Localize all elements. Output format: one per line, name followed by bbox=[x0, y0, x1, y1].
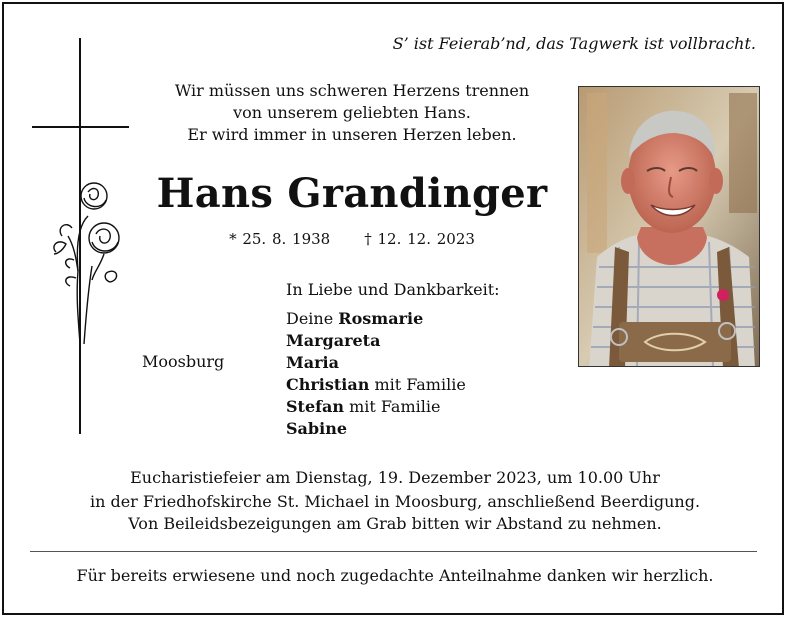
mourner-row: Christian mit Familie bbox=[286, 375, 466, 394]
mourner-name: Rosmarie bbox=[338, 309, 424, 328]
mourner-row bbox=[286, 330, 466, 352]
service-line: in der Friedhofskirche St. Michael in Moosburg, anschließend Beerdigung. bbox=[89, 492, 701, 511]
verse bbox=[142, 80, 562, 146]
service-line: Eucharistiefeier am Dienstag, 19. Dezember 2023, um 10.00 Uhr bbox=[130, 468, 660, 487]
footer-thanks: Für bereits erwiesene und noch zugedachte Anteilnahme danken wir herzlich. bbox=[76, 566, 714, 585]
verse-line: von unserem geliebten Hans. bbox=[233, 103, 471, 122]
verse-line: Wir müssen uns schweren Herzens trennen bbox=[174, 81, 530, 100]
birth-date: * 25. 8. 1938 bbox=[229, 230, 331, 248]
mourner-name: Stefan bbox=[286, 397, 345, 416]
mourner-name: Sabine bbox=[286, 419, 347, 438]
mourner-name: Margareta bbox=[286, 331, 381, 350]
condolence-request: Von Beileidsbezeigungen am Grab bitten wir Abstand zu nehmen. bbox=[128, 514, 662, 533]
mourner-row bbox=[286, 418, 466, 440]
service-info bbox=[20, 466, 770, 514]
mourner-row: Stefan mit Familie bbox=[286, 397, 441, 416]
divider bbox=[30, 551, 757, 552]
portrait-photo bbox=[578, 86, 760, 367]
death-date: † 12. 12. 2023 bbox=[364, 230, 475, 248]
mourner-name: Maria bbox=[286, 353, 339, 372]
mourner-row: Deine Rosmarie bbox=[286, 309, 424, 328]
place-name: Moosburg bbox=[142, 352, 225, 371]
portrait-image bbox=[579, 87, 760, 367]
mourner-name: Christian bbox=[286, 375, 370, 394]
deceased-name: Hans Grandinger bbox=[156, 170, 548, 217]
roses-icon bbox=[48, 176, 128, 346]
life-dates bbox=[142, 230, 562, 248]
verse-line: Er wird immer in unseren Herzen leben. bbox=[187, 125, 517, 144]
mourner-row bbox=[286, 352, 466, 374]
motto: S’ ist Feierab’nd, das Tagwerk ist vollbracht. bbox=[392, 34, 756, 53]
thanks-line: In Liebe und Dankbarkeit: bbox=[286, 280, 500, 299]
mourners-list bbox=[286, 308, 466, 440]
cross-bar bbox=[32, 126, 129, 128]
